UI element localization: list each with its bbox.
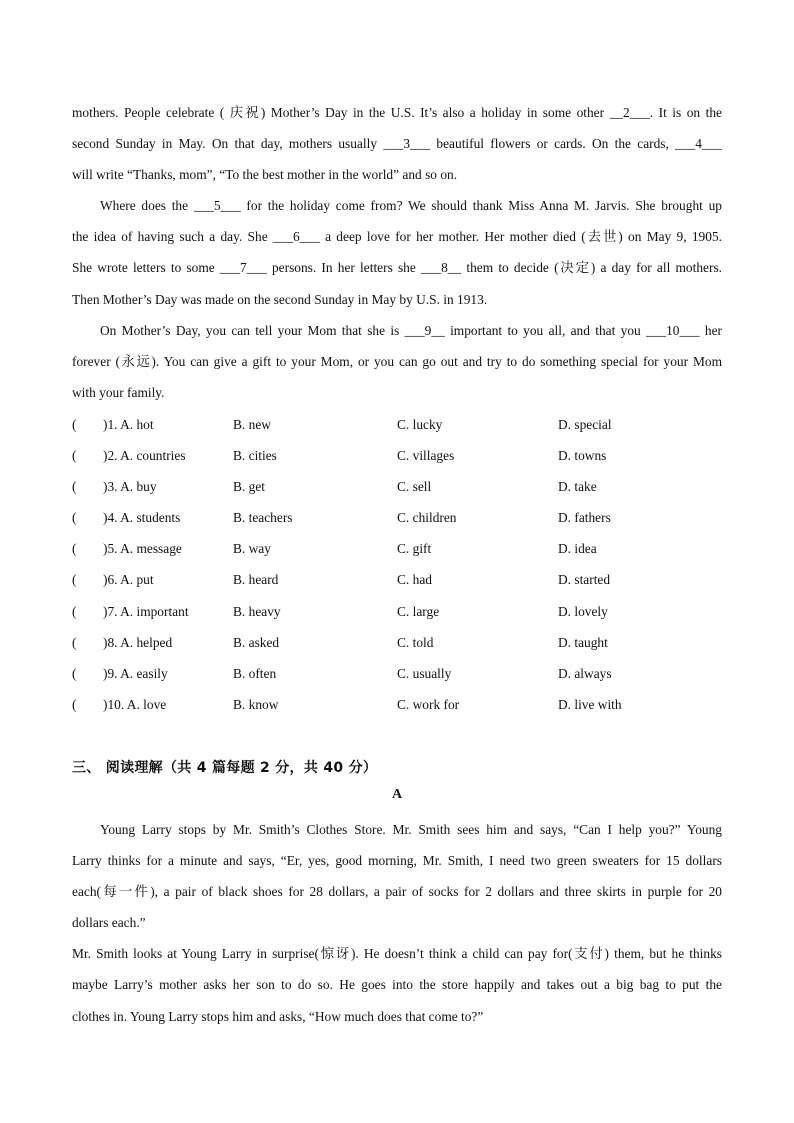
cloze-line: She wrote letters to some ___7___ persons. In her letters she ___8__ them to decide (决定) a day for all mothers. bbox=[72, 260, 722, 276]
option-b: B. cities bbox=[233, 448, 277, 464]
option-d: D. lovely bbox=[558, 603, 608, 619]
option-d: D. always bbox=[558, 665, 612, 681]
cloze-line: mothers. People celebrate ( 庆祝) Mother’s Day in the U.S. It’s also a holiday in some other __2___. It is on the bbox=[72, 105, 722, 120]
section-heading: 三、 阅读理解（共 4 篇每题 2 分，共 40 分） bbox=[72, 760, 378, 776]
answer-blank[interactable]: ( bbox=[72, 417, 77, 432]
answer-blank[interactable]: ( bbox=[72, 479, 77, 495]
option-a: )1. A. hot bbox=[103, 417, 154, 432]
option-c: C. sell bbox=[397, 479, 432, 495]
option-d: D. take bbox=[558, 479, 597, 495]
cloze-line: will write “Thanks, mom”, “To the best mother in the world” and so on. bbox=[72, 167, 458, 183]
option-a: )9. A. easily bbox=[103, 665, 168, 681]
answer-blank[interactable]: ( bbox=[72, 510, 77, 526]
option-a: )7. A. important bbox=[103, 603, 189, 619]
option-d: D. towns bbox=[558, 448, 607, 464]
cloze-line: Then Mother’s Day was made on the second Sunday in May by U.S. in 1913. bbox=[72, 291, 488, 307]
passage-line: clothes in. Young Larry stops him and asks, “How much does that come to?” bbox=[72, 1008, 484, 1024]
option-a: )5. A. message bbox=[103, 541, 182, 557]
option-d: D. taught bbox=[558, 634, 608, 650]
option-c: C. told bbox=[397, 634, 434, 650]
option-a: )2. A. countries bbox=[103, 448, 186, 464]
option-d: D. live with bbox=[558, 696, 622, 712]
option-c: C. lucky bbox=[397, 417, 443, 432]
question-row bbox=[72, 440, 722, 471]
option-b: B. heavy bbox=[233, 603, 281, 619]
option-c: C. usually bbox=[397, 665, 452, 681]
passage-line: Mr. Smith looks at Young Larry in surprise(惊讶). He doesn’t think a child can pay for(支付) them, but he thinks bbox=[72, 946, 722, 962]
option-d: D. fathers bbox=[558, 510, 611, 526]
passage-title: A bbox=[391, 787, 403, 802]
option-d: D. started bbox=[558, 572, 611, 588]
passage-line: each(每一件), a pair of black shoes for 28 dollars, a pair of socks for 2 dollars and three skirts in purple for 20 bbox=[72, 884, 722, 900]
option-c: C. had bbox=[397, 572, 432, 588]
option-c: C. children bbox=[397, 510, 457, 526]
cloze-line: Where does the ___5___ for the holiday come from? We should thank Miss Anna M. Jarvis. She brought up bbox=[100, 198, 722, 214]
passage-line: Young Larry stops by Mr. Smith’s Clothes Store. Mr. Smith sees him and says, “Can I help you?” Young bbox=[100, 822, 722, 837]
question-row bbox=[72, 533, 722, 564]
option-a: )10. A. love bbox=[103, 696, 167, 712]
option-c: C. villages bbox=[397, 448, 455, 464]
answer-blank[interactable]: ( bbox=[72, 603, 77, 619]
cloze-line: the idea of having such a day. She ___6___ a deep love for her mother. Her mother died (去世) on May 9, 1905. bbox=[72, 229, 722, 245]
question-row bbox=[72, 627, 722, 658]
option-d: D. idea bbox=[558, 541, 597, 557]
option-a: )8. A. helped bbox=[103, 634, 173, 650]
option-c: C. work for bbox=[397, 696, 460, 712]
option-a: )6. A. put bbox=[103, 572, 154, 588]
option-c: C. large bbox=[397, 603, 440, 619]
option-b: B. know bbox=[233, 696, 279, 712]
option-b: B. get bbox=[233, 479, 265, 495]
answer-blank[interactable]: ( bbox=[72, 541, 77, 557]
question-row bbox=[72, 564, 722, 595]
cloze-line: with your family. bbox=[72, 384, 165, 400]
cloze-line: forever (永远). You can give a gift to your Mom, or you can go out and try to do something special for your Mom bbox=[72, 353, 722, 369]
question-row bbox=[72, 409, 722, 440]
answer-blank[interactable]: ( bbox=[72, 665, 77, 681]
option-b: B. teachers bbox=[233, 510, 293, 526]
passage-line: dollars each.” bbox=[72, 915, 146, 931]
reading-passage bbox=[72, 814, 722, 1032]
answer-blank[interactable]: ( bbox=[72, 696, 77, 712]
question-row bbox=[72, 658, 722, 689]
cloze-passage bbox=[72, 97, 722, 408]
option-b: B. often bbox=[233, 665, 277, 681]
option-d: D. special bbox=[558, 417, 612, 432]
question-row bbox=[72, 502, 722, 533]
option-b: B. way bbox=[233, 541, 271, 557]
question-row bbox=[72, 596, 722, 627]
answer-blank[interactable]: ( bbox=[72, 448, 77, 464]
option-c: C. gift bbox=[397, 541, 432, 557]
option-b: B. heard bbox=[233, 572, 279, 588]
answer-blank[interactable]: ( bbox=[72, 572, 77, 588]
option-b: B. new bbox=[233, 417, 271, 432]
option-b: B. asked bbox=[233, 634, 280, 650]
passage-line: maybe Larry’s mother asks her son to do so. He goes into the store happily and takes out a big bag to put the bbox=[72, 977, 722, 993]
question-row bbox=[72, 471, 722, 502]
question-row bbox=[72, 689, 722, 720]
cloze-line: On Mother’s Day, you can tell your Mom that she is ___9__ important to you all, and that you ___10___ her bbox=[100, 322, 722, 338]
answer-options bbox=[72, 409, 722, 720]
answer-blank[interactable]: ( bbox=[72, 634, 77, 650]
cloze-line: second Sunday in May. On that day, mothers usually ___3___ beautiful flowers or cards. On the cards, ___4___ bbox=[72, 136, 722, 152]
option-a: )4. A. students bbox=[103, 510, 181, 526]
passage-line: Larry thinks for a minute and says, “Er, yes, good morning, Mr. Smith, I need two green sweaters for 15 dollars bbox=[72, 853, 722, 869]
option-a: )3. A. buy bbox=[103, 479, 157, 495]
